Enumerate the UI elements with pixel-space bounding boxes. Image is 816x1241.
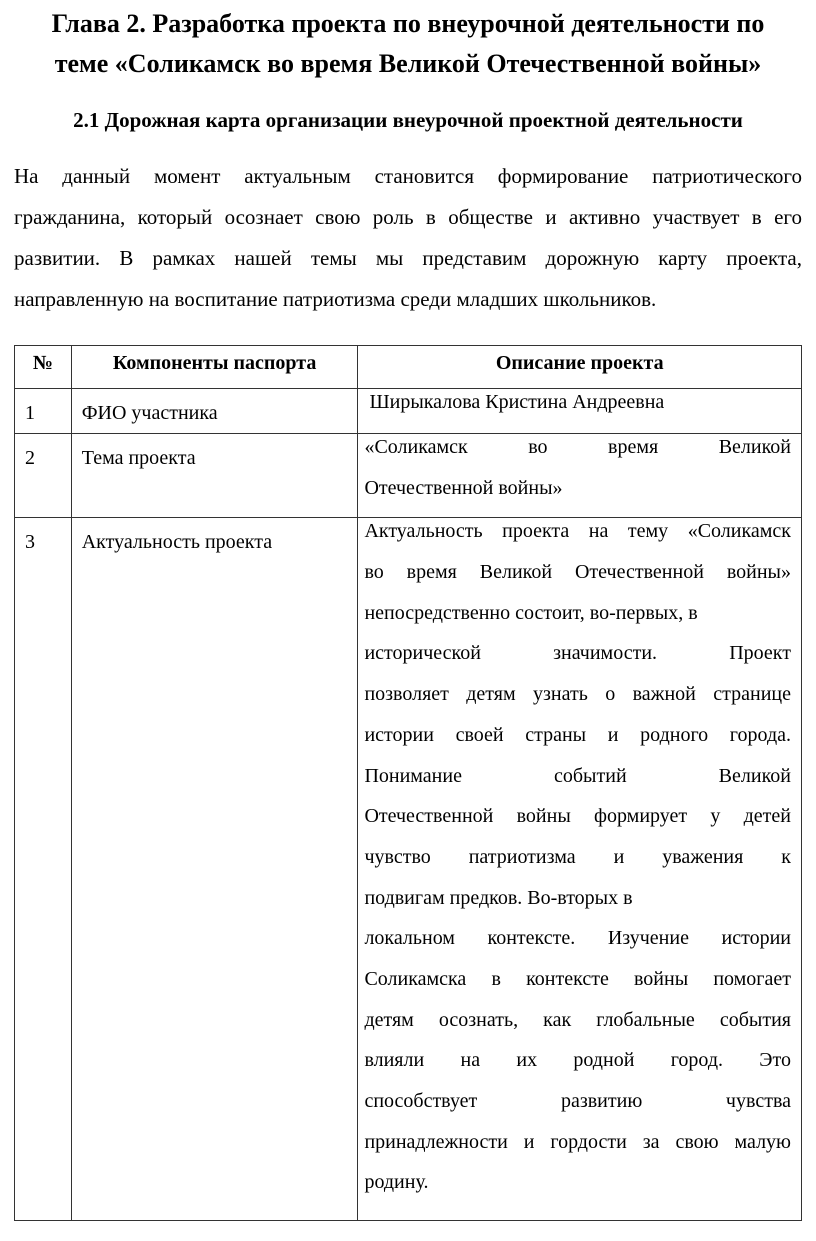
header-component: Компоненты паспорта: [71, 346, 358, 389]
intro-line: гражданина, который осознает свою роль в обществе и активно участвует в его: [14, 205, 802, 229]
row-description-cell: [358, 434, 802, 518]
row-component-cell: [71, 518, 358, 1221]
description-line: Соликамска в контексте войны помогает: [364, 967, 791, 990]
description-line: позволяет детям узнать о важной странице: [364, 683, 791, 706]
header-description: Описание проекта: [358, 346, 802, 389]
row-component: Актуальность проекта: [81, 531, 273, 554]
description-line: истории своей страны и родного города.: [364, 723, 791, 746]
row-num: 2: [25, 447, 35, 469]
table-header-row: [15, 346, 802, 389]
row-component-cell: [71, 389, 358, 434]
row-description-cell: [358, 518, 802, 1221]
description-line: Отечественной войны формирует у детей: [364, 805, 791, 828]
project-passport-table: [14, 345, 802, 1221]
row-num: 3: [25, 531, 35, 554]
row-num-cell: [15, 518, 72, 1221]
description-line: подвигам предков. Во-вторых в: [364, 886, 633, 909]
row-component: ФИО участника: [81, 402, 218, 424]
description-line: Отечественной войны»: [364, 476, 563, 499]
intro-line: развитии. В рамках нашей темы мы представим дорожную карту проекта,: [14, 246, 802, 270]
row-num-cell: [15, 389, 72, 434]
description-line: Ширыкалова Кристина Андреевна: [364, 391, 665, 413]
row-component: Тема проекта: [81, 447, 196, 469]
description-line: принадлежности и гордости за свою малую: [364, 1130, 791, 1153]
description-line: детям осознать, как глобальные события: [364, 1008, 791, 1031]
row-num: 1: [25, 402, 35, 424]
description-line: Актуальность проекта на тему «Соликамск: [364, 520, 791, 543]
header-num: №: [15, 346, 72, 389]
description-line: Понимание событий Великой: [364, 764, 791, 787]
description-line: чувство патриотизма и уважения к: [364, 845, 791, 868]
row-description-cell: [358, 389, 802, 434]
chapter-title-line-1: Глава 2. Разработка проекта по внеурочной деятельности по: [51, 9, 765, 38]
intro-paragraph: [14, 156, 802, 320]
description-line: влияли на их родной город. Это: [364, 1049, 791, 1072]
description-line: локальном контексте. Изучение истории: [364, 927, 791, 950]
table-row: [15, 434, 802, 518]
description-line: непосредственно состоит, во-первых, в: [364, 601, 698, 624]
table-row: [15, 518, 802, 1221]
description-line: способствует развитию чувства: [364, 1090, 791, 1112]
row-component-cell: [71, 434, 358, 518]
description-line: во время Великой Отечественной войны»: [364, 561, 791, 584]
description-line: «Соликамск во время Великой: [364, 436, 791, 458]
section-title: 2.1 Дорожная карта организации внеурочной проектной деятельности: [73, 108, 743, 132]
chapter-title: [14, 4, 802, 84]
intro-line: направленную на воспитание патриотизма среди младших школьников.: [14, 287, 657, 311]
description-line: родину.: [364, 1171, 429, 1194]
description-line: исторической значимости. Проект: [364, 642, 791, 665]
row-num-cell: [15, 434, 72, 518]
chapter-title-line-2: теме «Соликамск во время Великой Отечественной войны»: [54, 49, 762, 78]
table-row: [15, 389, 802, 434]
intro-line: На данный момент актуальным становится формирование патриотического: [14, 164, 802, 188]
